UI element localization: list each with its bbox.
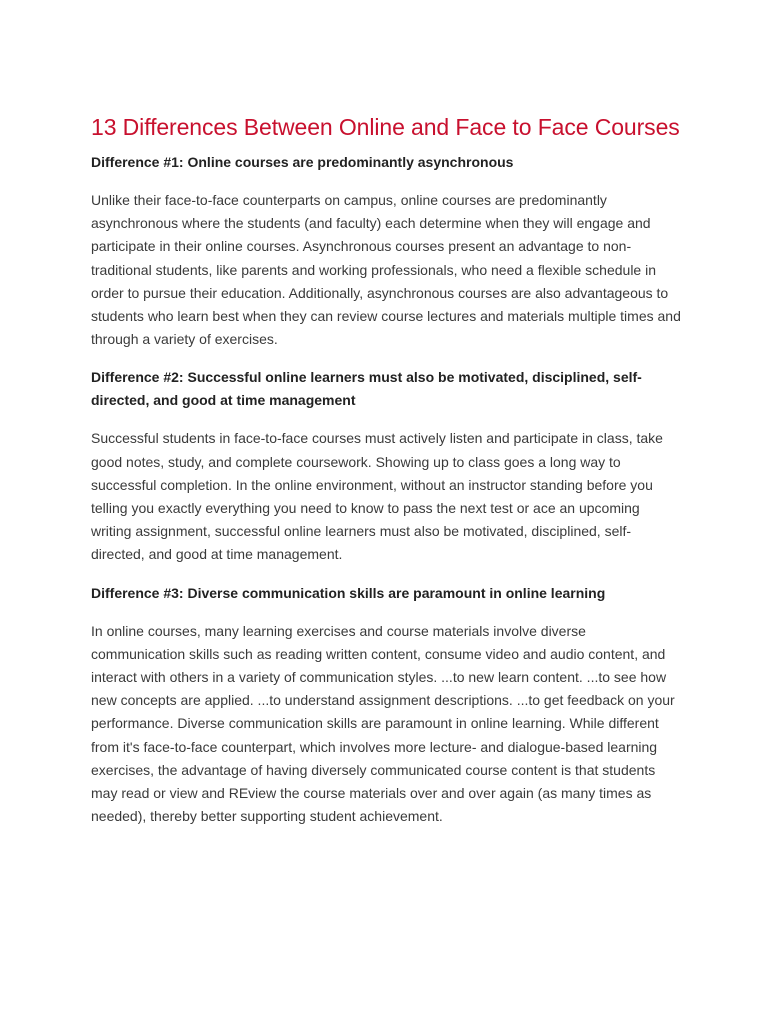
article bbox=[91, 113, 681, 828]
section-body-1: Unlike their face-to-face counterparts on campus, online courses are predominantly asynchronous where the students (and faculty) each determine when they will engage and participate in their online courses. Asynchronous courses present an advantage to non-traditional students, like parents and working professionals, who need a flexible schedule in order to pursue their education. Additionally, asynchronous courses are also advantageous to students who learn best when they can review course lectures and materials multiple times and through a variety of exercises. bbox=[91, 192, 681, 348]
section-heading-3: Difference #3: Diverse communication skills are paramount in online learning bbox=[91, 584, 606, 601]
section-heading-2: Difference #2: Successful online learners must also be motivated, disciplined, self-directed, and good at time management bbox=[91, 369, 642, 409]
section-body-2: Successful students in face-to-face courses must actively listen and participate in class, take good notes, study, and complete coursework. Showing up to class goes a long way to successful completion. In the online environment, without an instructor standing before you telling you exactly everything you need to know to pass the next test or ace an upcoming writing assignment, successful online learners must also be motivated, disciplined, self-directed, and good at time management. bbox=[91, 430, 663, 563]
article-title: 13 Differences Between Online and Face to Face Courses bbox=[91, 114, 680, 140]
section-body-3: In online courses, many learning exercises and course materials involve diverse communication skills such as reading written content, consume video and audio content, and interact with others in a variety of communication styles. ...to new learn content. ...to see how new concepts are applied. ...to understand assignment descriptions. ...to get feedback on your performance. Diverse communication skills are paramount in online learning. While different from it's face-to-face counterpart, which involves more lecture- and dialogue-based learning exercises, the advantage of having diversely communicated course content is that students may read or view and REview the course materials over and over again (as many times as needed), thereby better supporting student achievement. bbox=[91, 622, 675, 825]
section-heading-1: Difference #1: Online courses are predominantly asynchronous bbox=[91, 154, 514, 170]
